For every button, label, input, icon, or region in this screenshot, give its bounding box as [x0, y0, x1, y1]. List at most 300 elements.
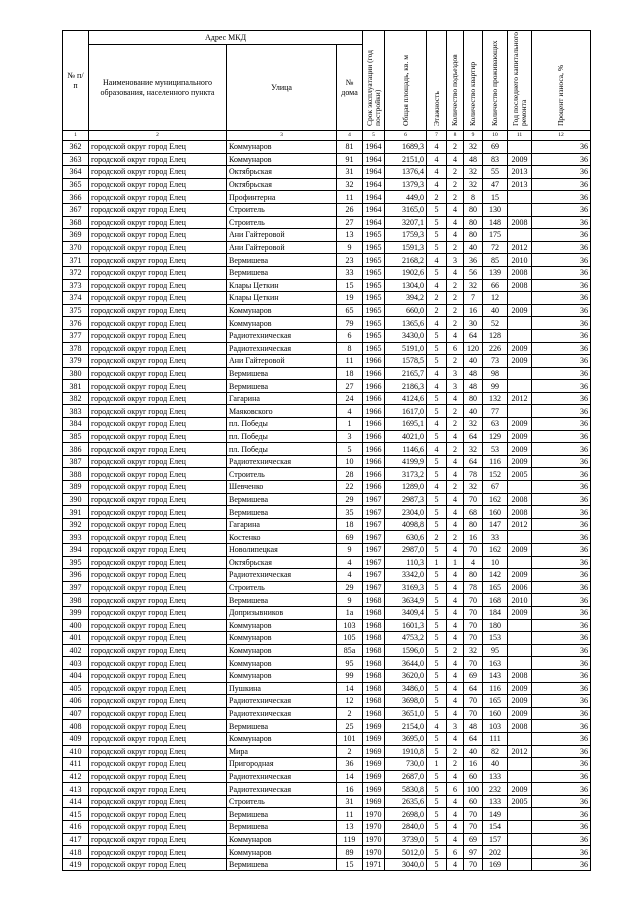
cell-floors: 5 [427, 795, 447, 808]
cell-wear-percent: 36 [532, 229, 591, 242]
cell-wear-percent: 36 [532, 317, 591, 330]
cell-last-repair-year: 2008 [508, 279, 532, 292]
table-row [63, 745, 591, 758]
cell-wear-percent: 36 [532, 367, 591, 380]
cell-street: Октябрьская [227, 178, 337, 191]
cell-last-repair-year [508, 229, 532, 242]
cell-floors: 4 [427, 141, 447, 154]
cell-year-built: 1967 [363, 556, 385, 569]
table-row [63, 808, 591, 821]
cell-year-built: 1964 [363, 153, 385, 166]
table-row [63, 720, 591, 733]
cell-wear-percent: 36 [532, 166, 591, 179]
cell-year-built: 1965 [363, 329, 385, 342]
cell-row-number: 403 [63, 657, 89, 670]
cell-last-repair-year [508, 808, 532, 821]
cell-entrances: 2 [447, 317, 464, 330]
cell-total-area: 2186,3 [385, 380, 427, 393]
cell-row-number: 363 [63, 153, 89, 166]
cell-total-area: 1365,6 [385, 317, 427, 330]
cell-floors: 5 [427, 745, 447, 758]
cell-apartments: 40 [464, 355, 483, 368]
cell-entrances: 2 [447, 178, 464, 191]
cell-year-built: 1967 [363, 544, 385, 557]
cell-residents: 116 [483, 682, 508, 695]
header-street: Улица [227, 45, 337, 131]
table-row [63, 569, 591, 582]
cell-floors: 5 [427, 430, 447, 443]
cell-street: Пушкина [227, 682, 337, 695]
cell-total-area: 4199,9 [385, 455, 427, 468]
cell-year-built: 1965 [363, 304, 385, 317]
cell-total-area: 1376,4 [385, 166, 427, 179]
cell-residents: 98 [483, 367, 508, 380]
cell-floors: 2 [427, 191, 447, 204]
cell-house-number: 16 [337, 783, 363, 796]
cell-house-number: 4 [337, 405, 363, 418]
cell-municipality: городской округ город Елец [89, 695, 227, 708]
cell-year-built: 1966 [363, 430, 385, 443]
cell-entrances: 4 [447, 619, 464, 632]
cell-residents: 165 [483, 695, 508, 708]
cell-floors: 5 [427, 783, 447, 796]
cell-municipality: городской округ город Елец [89, 758, 227, 771]
cell-street: Ани Гайтеровой [227, 229, 337, 242]
cell-total-area: 3634,9 [385, 594, 427, 607]
cell-municipality: городской округ город Елец [89, 216, 227, 229]
cell-entrances: 2 [447, 166, 464, 179]
table-row [63, 531, 591, 544]
header-year: Срок эксплуатации (год постройки) [363, 31, 385, 131]
cell-wear-percent: 36 [532, 405, 591, 418]
table-row [63, 304, 591, 317]
cell-last-repair-year [508, 317, 532, 330]
cell-wear-percent: 36 [532, 821, 591, 834]
cell-wear-percent: 36 [532, 544, 591, 557]
table-row [63, 468, 591, 481]
cell-total-area: 730,0 [385, 758, 427, 771]
cell-last-repair-year: 2009 [508, 682, 532, 695]
cell-entrances: 6 [447, 342, 464, 355]
cell-street: Коммунаров [227, 644, 337, 657]
cell-house-number: 2 [337, 707, 363, 720]
table-row [63, 241, 591, 254]
cell-house-number: 8 [337, 342, 363, 355]
cell-apartments: 80 [464, 518, 483, 531]
cell-entrances: 4 [447, 808, 464, 821]
cell-apartments: 16 [464, 304, 483, 317]
cell-year-built: 1967 [363, 506, 385, 519]
header-address-group: Адрес МКД [89, 31, 363, 45]
cell-wear-percent: 36 [532, 380, 591, 393]
cell-year-built: 1965 [363, 266, 385, 279]
cell-row-number: 399 [63, 606, 89, 619]
cell-last-repair-year: 2012 [508, 392, 532, 405]
cell-wear-percent: 36 [532, 355, 591, 368]
cell-apartments: 80 [464, 203, 483, 216]
cell-year-built: 1965 [363, 292, 385, 305]
cell-residents: 168 [483, 594, 508, 607]
cell-apartments: 48 [464, 380, 483, 393]
cell-apartments: 70 [464, 808, 483, 821]
cell-year-built: 1970 [363, 846, 385, 859]
cell-last-repair-year: 2013 [508, 166, 532, 179]
table-row [63, 493, 591, 506]
table-row [63, 833, 591, 846]
cell-municipality: городской округ город Елец [89, 241, 227, 254]
cell-wear-percent: 36 [532, 518, 591, 531]
cell-apartments: 36 [464, 254, 483, 267]
cell-year-built: 1968 [363, 644, 385, 657]
cell-row-number: 373 [63, 279, 89, 292]
cell-last-repair-year [508, 367, 532, 380]
cell-municipality: городской округ город Елец [89, 380, 227, 393]
cell-row-number: 390 [63, 493, 89, 506]
cell-municipality: городской округ город Елец [89, 266, 227, 279]
table-row [63, 229, 591, 242]
cell-wear-percent: 36 [532, 329, 591, 342]
cell-year-built: 1966 [363, 455, 385, 468]
cell-wear-percent: 36 [532, 266, 591, 279]
cell-total-area: 2635,6 [385, 795, 427, 808]
cell-total-area: 630,6 [385, 531, 427, 544]
cell-year-built: 1969 [363, 783, 385, 796]
cell-row-number: 364 [63, 166, 89, 179]
cell-year-built: 1966 [363, 443, 385, 456]
cell-wear-percent: 36 [532, 216, 591, 229]
cell-street: Вермишева [227, 808, 337, 821]
cell-last-repair-year [508, 821, 532, 834]
table-row [63, 821, 591, 834]
cell-entrances: 4 [447, 606, 464, 619]
cell-year-built: 1964 [363, 178, 385, 191]
cell-last-repair-year: 2009 [508, 443, 532, 456]
table-row [63, 795, 591, 808]
cell-last-repair-year [508, 858, 532, 871]
cell-floors: 1 [427, 758, 447, 771]
cell-street: Радиотехническая [227, 569, 337, 582]
cell-floors: 2 [427, 531, 447, 544]
cell-wear-percent: 36 [532, 770, 591, 783]
cell-total-area: 1910,8 [385, 745, 427, 758]
cell-residents: 128 [483, 329, 508, 342]
cell-last-repair-year: 2012 [508, 241, 532, 254]
cell-last-repair-year: 2008 [508, 216, 532, 229]
cell-entrances: 4 [447, 544, 464, 557]
cell-row-number: 418 [63, 846, 89, 859]
cell-last-repair-year: 2006 [508, 581, 532, 594]
cell-last-repair-year [508, 833, 532, 846]
cell-last-repair-year: 2013 [508, 178, 532, 191]
cell-house-number: 6 [337, 329, 363, 342]
cell-year-built: 1966 [363, 355, 385, 368]
cell-last-repair-year: 2009 [508, 606, 532, 619]
table-row [63, 544, 591, 557]
cell-year-built: 1968 [363, 682, 385, 695]
cell-floors: 5 [427, 518, 447, 531]
cell-last-repair-year [508, 732, 532, 745]
cell-apartments: 40 [464, 405, 483, 418]
cell-apartments: 48 [464, 153, 483, 166]
cell-row-number: 372 [63, 266, 89, 279]
cell-street: Гагарина [227, 392, 337, 405]
cell-apartments: 32 [464, 178, 483, 191]
cell-floors: 4 [427, 481, 447, 494]
cell-row-number: 365 [63, 178, 89, 191]
cell-entrances: 4 [447, 695, 464, 708]
cell-wear-percent: 36 [532, 669, 591, 682]
cell-house-number: 9 [337, 241, 363, 254]
cell-wear-percent: 36 [532, 695, 591, 708]
cell-municipality: городской округ город Елец [89, 669, 227, 682]
table-row [63, 342, 591, 355]
cell-residents: 163 [483, 657, 508, 670]
cell-row-number: 382 [63, 392, 89, 405]
cell-municipality: городской округ город Елец [89, 808, 227, 821]
header-residents: Количество проживающих [483, 31, 508, 131]
cell-house-number: 103 [337, 619, 363, 632]
cell-apartments: 70 [464, 858, 483, 871]
cell-row-number: 414 [63, 795, 89, 808]
cell-entrances: 1 [447, 556, 464, 569]
cell-wear-percent: 36 [532, 153, 591, 166]
cell-last-repair-year: 2009 [508, 569, 532, 582]
cell-year-built: 1966 [363, 468, 385, 481]
cell-residents: 169 [483, 858, 508, 871]
cell-row-number: 362 [63, 141, 89, 154]
cell-row-number: 369 [63, 229, 89, 242]
cell-total-area: 2698,0 [385, 808, 427, 821]
cell-entrances: 4 [447, 732, 464, 745]
cell-residents: 152 [483, 468, 508, 481]
cell-floors: 5 [427, 266, 447, 279]
cell-entrances: 3 [447, 254, 464, 267]
cell-last-repair-year [508, 556, 532, 569]
cell-street: пл. Победы [227, 443, 337, 456]
cell-street: Шевченко [227, 481, 337, 494]
cell-entrances: 2 [447, 745, 464, 758]
cell-floors: 5 [427, 329, 447, 342]
cell-wear-percent: 36 [532, 241, 591, 254]
cell-apartments: 69 [464, 669, 483, 682]
cell-entrances: 4 [447, 632, 464, 645]
cell-street: Вермишева [227, 821, 337, 834]
column-number: 12 [532, 131, 591, 141]
cell-municipality: городской округ город Елец [89, 632, 227, 645]
cell-year-built: 1966 [363, 405, 385, 418]
cell-residents: 180 [483, 619, 508, 632]
cell-apartments: 70 [464, 619, 483, 632]
cell-entrances: 4 [447, 569, 464, 582]
cell-row-number: 416 [63, 821, 89, 834]
cell-row-number: 371 [63, 254, 89, 267]
housing-table [62, 30, 591, 871]
cell-wear-percent: 36 [532, 531, 591, 544]
cell-row-number: 400 [63, 619, 89, 632]
cell-house-number: 1а [337, 606, 363, 619]
cell-wear-percent: 36 [532, 481, 591, 494]
cell-row-number: 398 [63, 594, 89, 607]
header-house: № дома [337, 45, 363, 131]
cell-residents: 160 [483, 506, 508, 519]
table-row [63, 455, 591, 468]
cell-last-repair-year: 2009 [508, 153, 532, 166]
cell-street: Вермишева [227, 594, 337, 607]
cell-house-number: 99 [337, 669, 363, 682]
cell-apartments: 100 [464, 783, 483, 796]
cell-residents: 40 [483, 304, 508, 317]
cell-last-repair-year [508, 141, 532, 154]
cell-street: Радиотехническая [227, 455, 337, 468]
cell-year-built: 1968 [363, 632, 385, 645]
cell-house-number: 31 [337, 795, 363, 808]
cell-year-built: 1971 [363, 858, 385, 871]
cell-apartments: 32 [464, 141, 483, 154]
table-row [63, 669, 591, 682]
cell-floors: 5 [427, 569, 447, 582]
cell-street: Радиотехническая [227, 342, 337, 355]
cell-entrances: 2 [447, 241, 464, 254]
cell-floors: 5 [427, 682, 447, 695]
cell-residents: 139 [483, 266, 508, 279]
cell-row-number: 391 [63, 506, 89, 519]
cell-year-built: 1965 [363, 279, 385, 292]
cell-house-number: 11 [337, 355, 363, 368]
cell-year-built: 1966 [363, 392, 385, 405]
cell-residents: 130 [483, 203, 508, 216]
cell-wear-percent: 36 [532, 191, 591, 204]
cell-total-area: 4098,8 [385, 518, 427, 531]
cell-total-area: 1146,6 [385, 443, 427, 456]
cell-wear-percent: 36 [532, 254, 591, 267]
cell-row-number: 406 [63, 695, 89, 708]
cell-row-number: 397 [63, 581, 89, 594]
cell-street: Строитель [227, 468, 337, 481]
cell-municipality: городской округ город Елец [89, 745, 227, 758]
cell-floors: 5 [427, 695, 447, 708]
cell-total-area: 3739,0 [385, 833, 427, 846]
cell-row-number: 404 [63, 669, 89, 682]
cell-municipality: городской округ город Елец [89, 569, 227, 582]
cell-wear-percent: 36 [532, 342, 591, 355]
cell-last-repair-year: 2009 [508, 304, 532, 317]
cell-municipality: городской округ город Елец [89, 355, 227, 368]
cell-street: Коммунаров [227, 833, 337, 846]
cell-floors: 4 [427, 367, 447, 380]
cell-total-area: 3342,0 [385, 569, 427, 582]
cell-municipality: городской округ город Елец [89, 531, 227, 544]
cell-total-area: 3651,0 [385, 707, 427, 720]
cell-floors: 2 [427, 304, 447, 317]
cell-entrances: 4 [447, 506, 464, 519]
cell-house-number: 24 [337, 392, 363, 405]
cell-house-number: 36 [337, 758, 363, 771]
cell-wear-percent: 36 [532, 758, 591, 771]
cell-row-number: 366 [63, 191, 89, 204]
cell-last-repair-year: 2012 [508, 745, 532, 758]
cell-municipality: городской округ город Елец [89, 292, 227, 305]
cell-apartments: 16 [464, 758, 483, 771]
cell-year-built: 1966 [363, 367, 385, 380]
table-row [63, 518, 591, 531]
cell-house-number: 27 [337, 380, 363, 393]
cell-last-repair-year: 2009 [508, 544, 532, 557]
cell-house-number: 29 [337, 493, 363, 506]
cell-street: Коммунаров [227, 632, 337, 645]
cell-house-number: 91 [337, 153, 363, 166]
cell-row-number: 410 [63, 745, 89, 758]
cell-municipality: городской округ город Елец [89, 367, 227, 380]
cell-year-built: 1968 [363, 657, 385, 670]
cell-year-built: 1965 [363, 241, 385, 254]
cell-year-built: 1968 [363, 606, 385, 619]
cell-residents: 129 [483, 430, 508, 443]
cell-apartments: 120 [464, 342, 483, 355]
cell-municipality: городской округ город Елец [89, 493, 227, 506]
cell-entrances: 2 [447, 644, 464, 657]
cell-last-repair-year [508, 758, 532, 771]
cell-apartments: 70 [464, 821, 483, 834]
cell-apartments: 56 [464, 266, 483, 279]
cell-apartments: 97 [464, 846, 483, 859]
cell-municipality: городской округ город Елец [89, 468, 227, 481]
cell-floors: 5 [427, 392, 447, 405]
cell-residents: 162 [483, 544, 508, 557]
header-municipality: Наименование муниципального образования, населенного пункта [89, 45, 227, 131]
column-number: 7 [427, 131, 447, 141]
cell-apartments: 64 [464, 732, 483, 745]
table-row [63, 758, 591, 771]
cell-municipality: городской округ город Елец [89, 418, 227, 431]
cell-wear-percent: 36 [532, 279, 591, 292]
cell-year-built: 1965 [363, 229, 385, 242]
cell-last-repair-year: 2009 [508, 355, 532, 368]
cell-entrances: 2 [447, 292, 464, 305]
cell-total-area: 449,0 [385, 191, 427, 204]
cell-residents: 95 [483, 644, 508, 657]
cell-last-repair-year: 2009 [508, 342, 532, 355]
table-row [63, 166, 591, 179]
table-row [63, 355, 591, 368]
cell-wear-percent: 36 [532, 745, 591, 758]
cell-row-number: 385 [63, 430, 89, 443]
cell-total-area: 3040,0 [385, 858, 427, 871]
cell-floors: 5 [427, 203, 447, 216]
cell-floors: 5 [427, 770, 447, 783]
cell-street: Радиотехническая [227, 783, 337, 796]
cell-year-built: 1969 [363, 758, 385, 771]
column-number: 5 [363, 131, 385, 141]
cell-row-number: 419 [63, 858, 89, 871]
cell-row-number: 394 [63, 544, 89, 557]
cell-house-number: 10 [337, 455, 363, 468]
cell-house-number: 89 [337, 846, 363, 859]
cell-floors: 5 [427, 355, 447, 368]
cell-total-area: 2168,2 [385, 254, 427, 267]
cell-street: Мира [227, 745, 337, 758]
table-row [63, 317, 591, 330]
cell-row-number: 402 [63, 644, 89, 657]
cell-entrances: 4 [447, 669, 464, 682]
cell-municipality: городской округ город Елец [89, 481, 227, 494]
cell-street: Клары Цеткин [227, 279, 337, 292]
cell-wear-percent: 36 [532, 443, 591, 456]
table-row [63, 858, 591, 871]
cell-row-number: 407 [63, 707, 89, 720]
cell-last-repair-year: 2005 [508, 468, 532, 481]
cell-house-number: 27 [337, 216, 363, 229]
cell-house-number: 18 [337, 518, 363, 531]
